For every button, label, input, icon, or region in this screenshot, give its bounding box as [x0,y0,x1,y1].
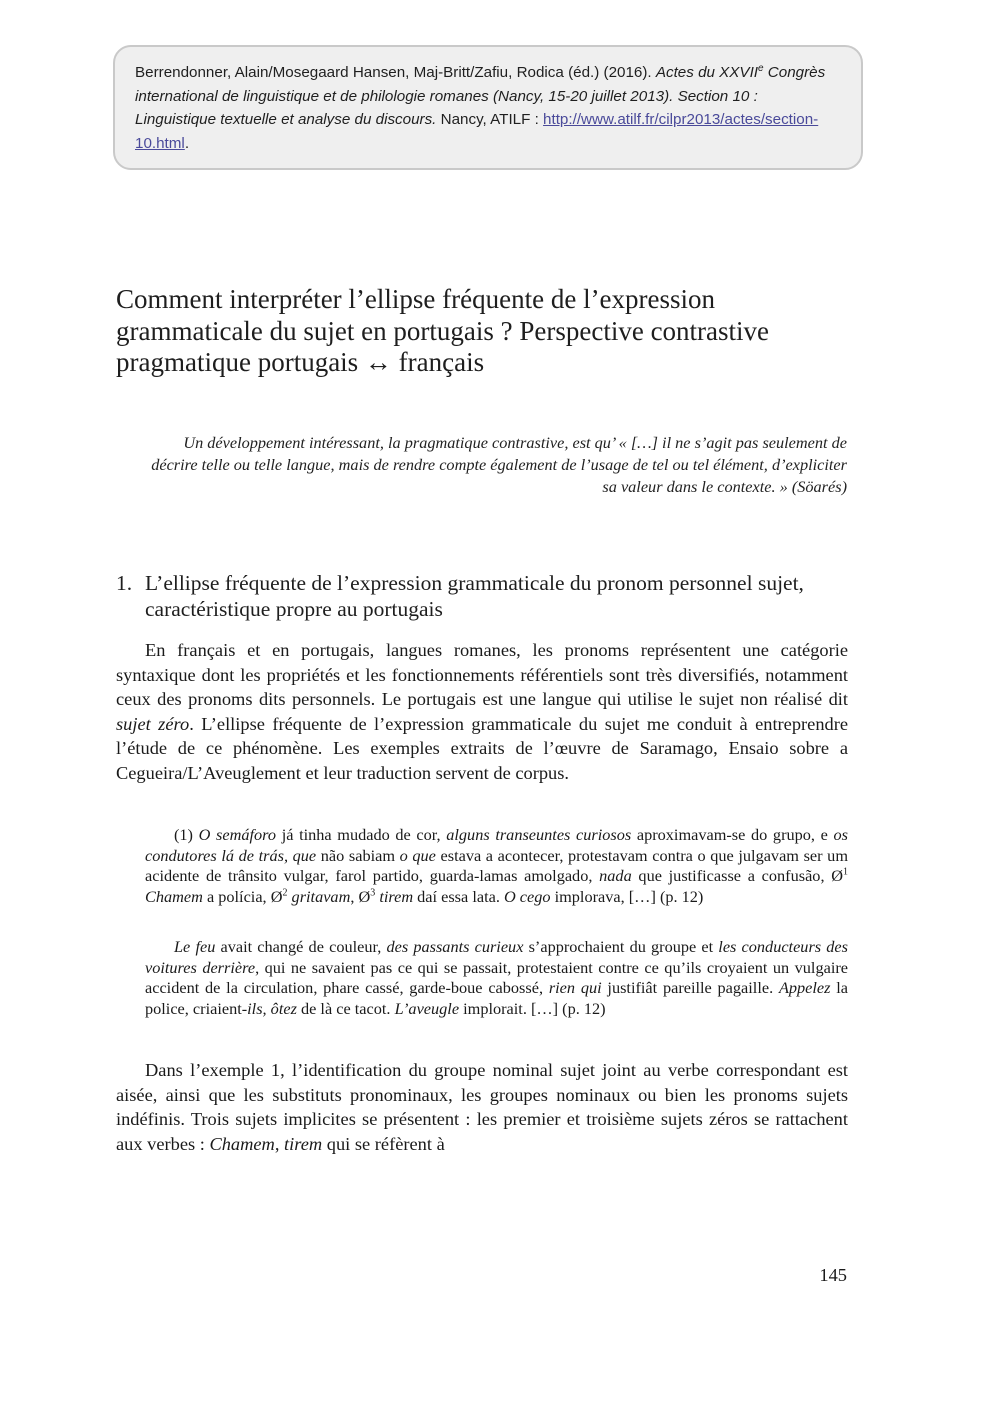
example-pt-s1: (1) [174,825,199,844]
example-fr-s13: L’aveugle [394,998,460,1018]
example-fr-s7: rien qui [548,978,602,997]
example-pt-s7: não sabiam [316,845,400,865]
example-fr-s9: Appelez [778,978,831,997]
example-pt-s3: já tinha mudado de cor, [276,825,447,844]
citation-box [113,45,863,170]
example-pt-s4: alguns transeuntes curiosos [446,825,632,844]
example-fr-s4: s’approchaient du groupe et [523,937,719,956]
example-pt-sup1: 1 [843,866,849,878]
example-pt-s14: a polícia, Ø [202,886,283,906]
section-number: 1. [116,571,133,595]
example-pt-s11: que justificasse a confusão, Ø [631,866,844,885]
example-pt-sup2: 2 [282,887,288,899]
paragraph-analysis [116,1058,848,1156]
example-pt-s2: O semáforo [198,825,277,844]
example-pt-s5: aproximavam-se do grupo, e [631,825,834,844]
citation-end: . [184,134,190,152]
example-fr-s10: la police, criaient- [145,978,849,1018]
example-fr-s3: des passants curieux [386,937,524,956]
section-heading [116,570,856,622]
paragraph-intro-term: sujet zéro [116,713,190,734]
page-number: 145 [819,1265,847,1285]
citation-title-sup: e [758,62,764,74]
example-pt-s13: Chamem [145,886,203,906]
example-pt-s20: daí essa lata. [413,886,504,906]
paragraph-intro-c: . L’ellipse fréquente de l’expression grammaticale du sujet me conduit à entreprendre l’étude de ce phénomène. Les exemples extraits de l’œuvre de Saramago, Ensaio sobre a Cegueira/L’Aveuglement et leur traduction servent de corpus. [116,713,848,783]
citation-url-link[interactable]: http://www.atilf.fr/cilpr2013/actes/section-10.html [135,111,819,152]
citation-publisher: Nancy, ATILF : [436,111,544,128]
example-pt-s19: tirem [379,886,414,906]
example-pt-s21: O cego [503,886,551,906]
example-pt-s6: os condutores lá de trás, que [145,825,848,865]
example-fr-s8: justifiât pareille pagaille. [601,978,779,997]
article-title: Comment interpréter l’ellipse fréquente de l’expression grammaticale du sujet en portugais ? Perspective contrastive pragmatique portugais ↔ français [116,284,770,377]
citation-authors: Berrendonner, Alain/Mosegaard Hansen, Maj-Britt/Zafiu, Rodica (éd.) (2016). [135,64,656,81]
example-french [145,937,848,1019]
example-fr-s11: ils, ôtez [247,998,297,1018]
example-fr-s14: implorait. […] (p. 12) [459,998,606,1018]
citation-title-a: Actes du XXVII [655,64,759,81]
paragraph-intro-a: En français et en portugais, langues romanes, les pronoms représentent une catégorie syntaxique dont les propriétés et les fonctionnements référentiels sont très diversifiés, notamment ceux des pronoms dits personnels. Le portugais est une langue qui utilise le sujet non réalisé dit [116,640,848,710]
example-fr-s2: avait changé de couleur, [215,937,387,956]
paragraph-analysis-b: Chamem [209,1133,275,1154]
example-pt-s16: gritavam [291,886,351,906]
example-pt-sup3: 3 [370,887,376,899]
citation-title-b: Congrès international de linguistique et de philologie romanes (Nancy, 15-20 juillet 2013). Section 10 : Linguistique textuelle et analyse du discours. [135,64,826,128]
paragraph-intro [116,638,848,786]
example-fr-s5: les conducteurs des voitures derrière [145,937,848,977]
example-pt-s22: implorava, […] (p. 12) [550,886,704,906]
paragraph-analysis-a: Dans l’exemple 1, l’identification du groupe nominal sujet joint au verbe correspondant est aisée, ainsi que les substituts pronominaux, les groupes nominaux ou bien les pronoms sujets indéfinis. Trois sujets implicites se présentent : les premier et troisième sujets zéros se rattachent aux verbes : [116,1060,848,1154]
paragraph-analysis-e: qui se réfèrent à [322,1133,445,1154]
example-pt-s10: nada [599,866,632,885]
example-pt-s8: o que [399,845,436,865]
example-fr-s1: Le feu [174,937,216,956]
epigraph: Un développement intéressant, la pragmatique contrastive, est qu’ « […] il ne s’agit pas seulement de décrire telle ou telle langue, mais de rendre compte également de l’usage de tel ou tel élément, d’expliciter sa valeur dans le contexte. » (Söarés) [151,433,847,496]
paragraph-analysis-d: tirem [284,1133,323,1154]
example-pt-s17: , Ø [350,886,371,906]
example-portuguese [145,825,848,907]
example-fr-s12: de là ce tacot. [296,998,395,1018]
example-pt-s9: estava a acontecer, protestavam contra o que julgavam ser um acidente de trânsito vulgar, farol partido, guarda-lamas amolgado, [145,845,848,885]
example-fr-s6: , qui ne savaient pas ce qui se passait, protestaient contre ce qu’ils croyaient un vulgaire accident de la circulation, phare cassé, garde-boue cabossé, [145,957,848,997]
paragraph-analysis-c: , [274,1133,285,1154]
section-heading-text: L’ellipse fréquente de l’expression grammaticale du pronom personnel sujet, caractéristique propre au portugais [145,571,804,621]
